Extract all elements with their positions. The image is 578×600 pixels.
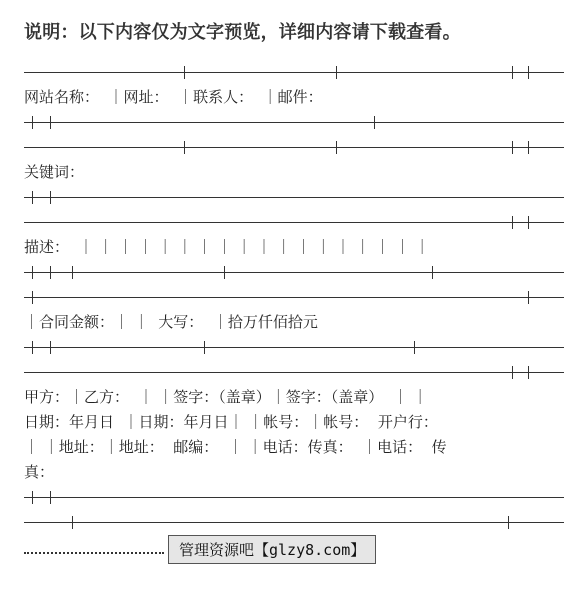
preview-notice: 说明：以下内容仅为文字预览，详细内容请下载查看。 xyxy=(24,22,461,43)
party-signature-line: 甲方：｜乙方： ｜ ｜签字：（盖章）｜签字：（盖章） ｜ ｜ xyxy=(24,388,428,406)
separator xyxy=(24,110,564,135)
address-phone-line: ｜ ｜地址：｜地址： 邮编： ｜ ｜电话：传真： ｜电话： 传 xyxy=(24,438,447,456)
separator xyxy=(24,360,564,385)
separator xyxy=(24,210,564,235)
separator xyxy=(24,285,564,310)
contract-amount-line: ｜合同金额：｜ ｜ 大写： ｜拾万仟佰拾元 xyxy=(24,313,318,331)
fax-line: 真： xyxy=(24,463,55,481)
site-info-line: 网站名称： ｜网址： ｜联系人： ｜邮件： xyxy=(24,88,323,106)
separator xyxy=(24,485,564,510)
date-account-line: 日期：年月日 ｜日期：年月日｜ ｜帐号：｜帐号： 开户行： xyxy=(24,413,438,431)
separator xyxy=(24,260,564,285)
site-link-button[interactable]: 管理资源吧【glzy8.com】 xyxy=(168,535,376,564)
document-body xyxy=(24,60,564,535)
separator xyxy=(24,60,564,85)
separator xyxy=(24,185,564,210)
separator xyxy=(24,135,564,160)
keywords-line: 关键词： xyxy=(24,163,85,181)
footer xyxy=(24,535,376,564)
separator xyxy=(24,510,564,535)
dotted-leader xyxy=(24,552,164,554)
description-line: 描述： ｜ ｜ ｜ ｜ ｜ ｜ ｜ ｜ ｜ ｜ ｜ ｜ ｜ ｜ ｜ ｜ ｜ ｜ xyxy=(24,238,430,256)
separator xyxy=(24,335,564,360)
